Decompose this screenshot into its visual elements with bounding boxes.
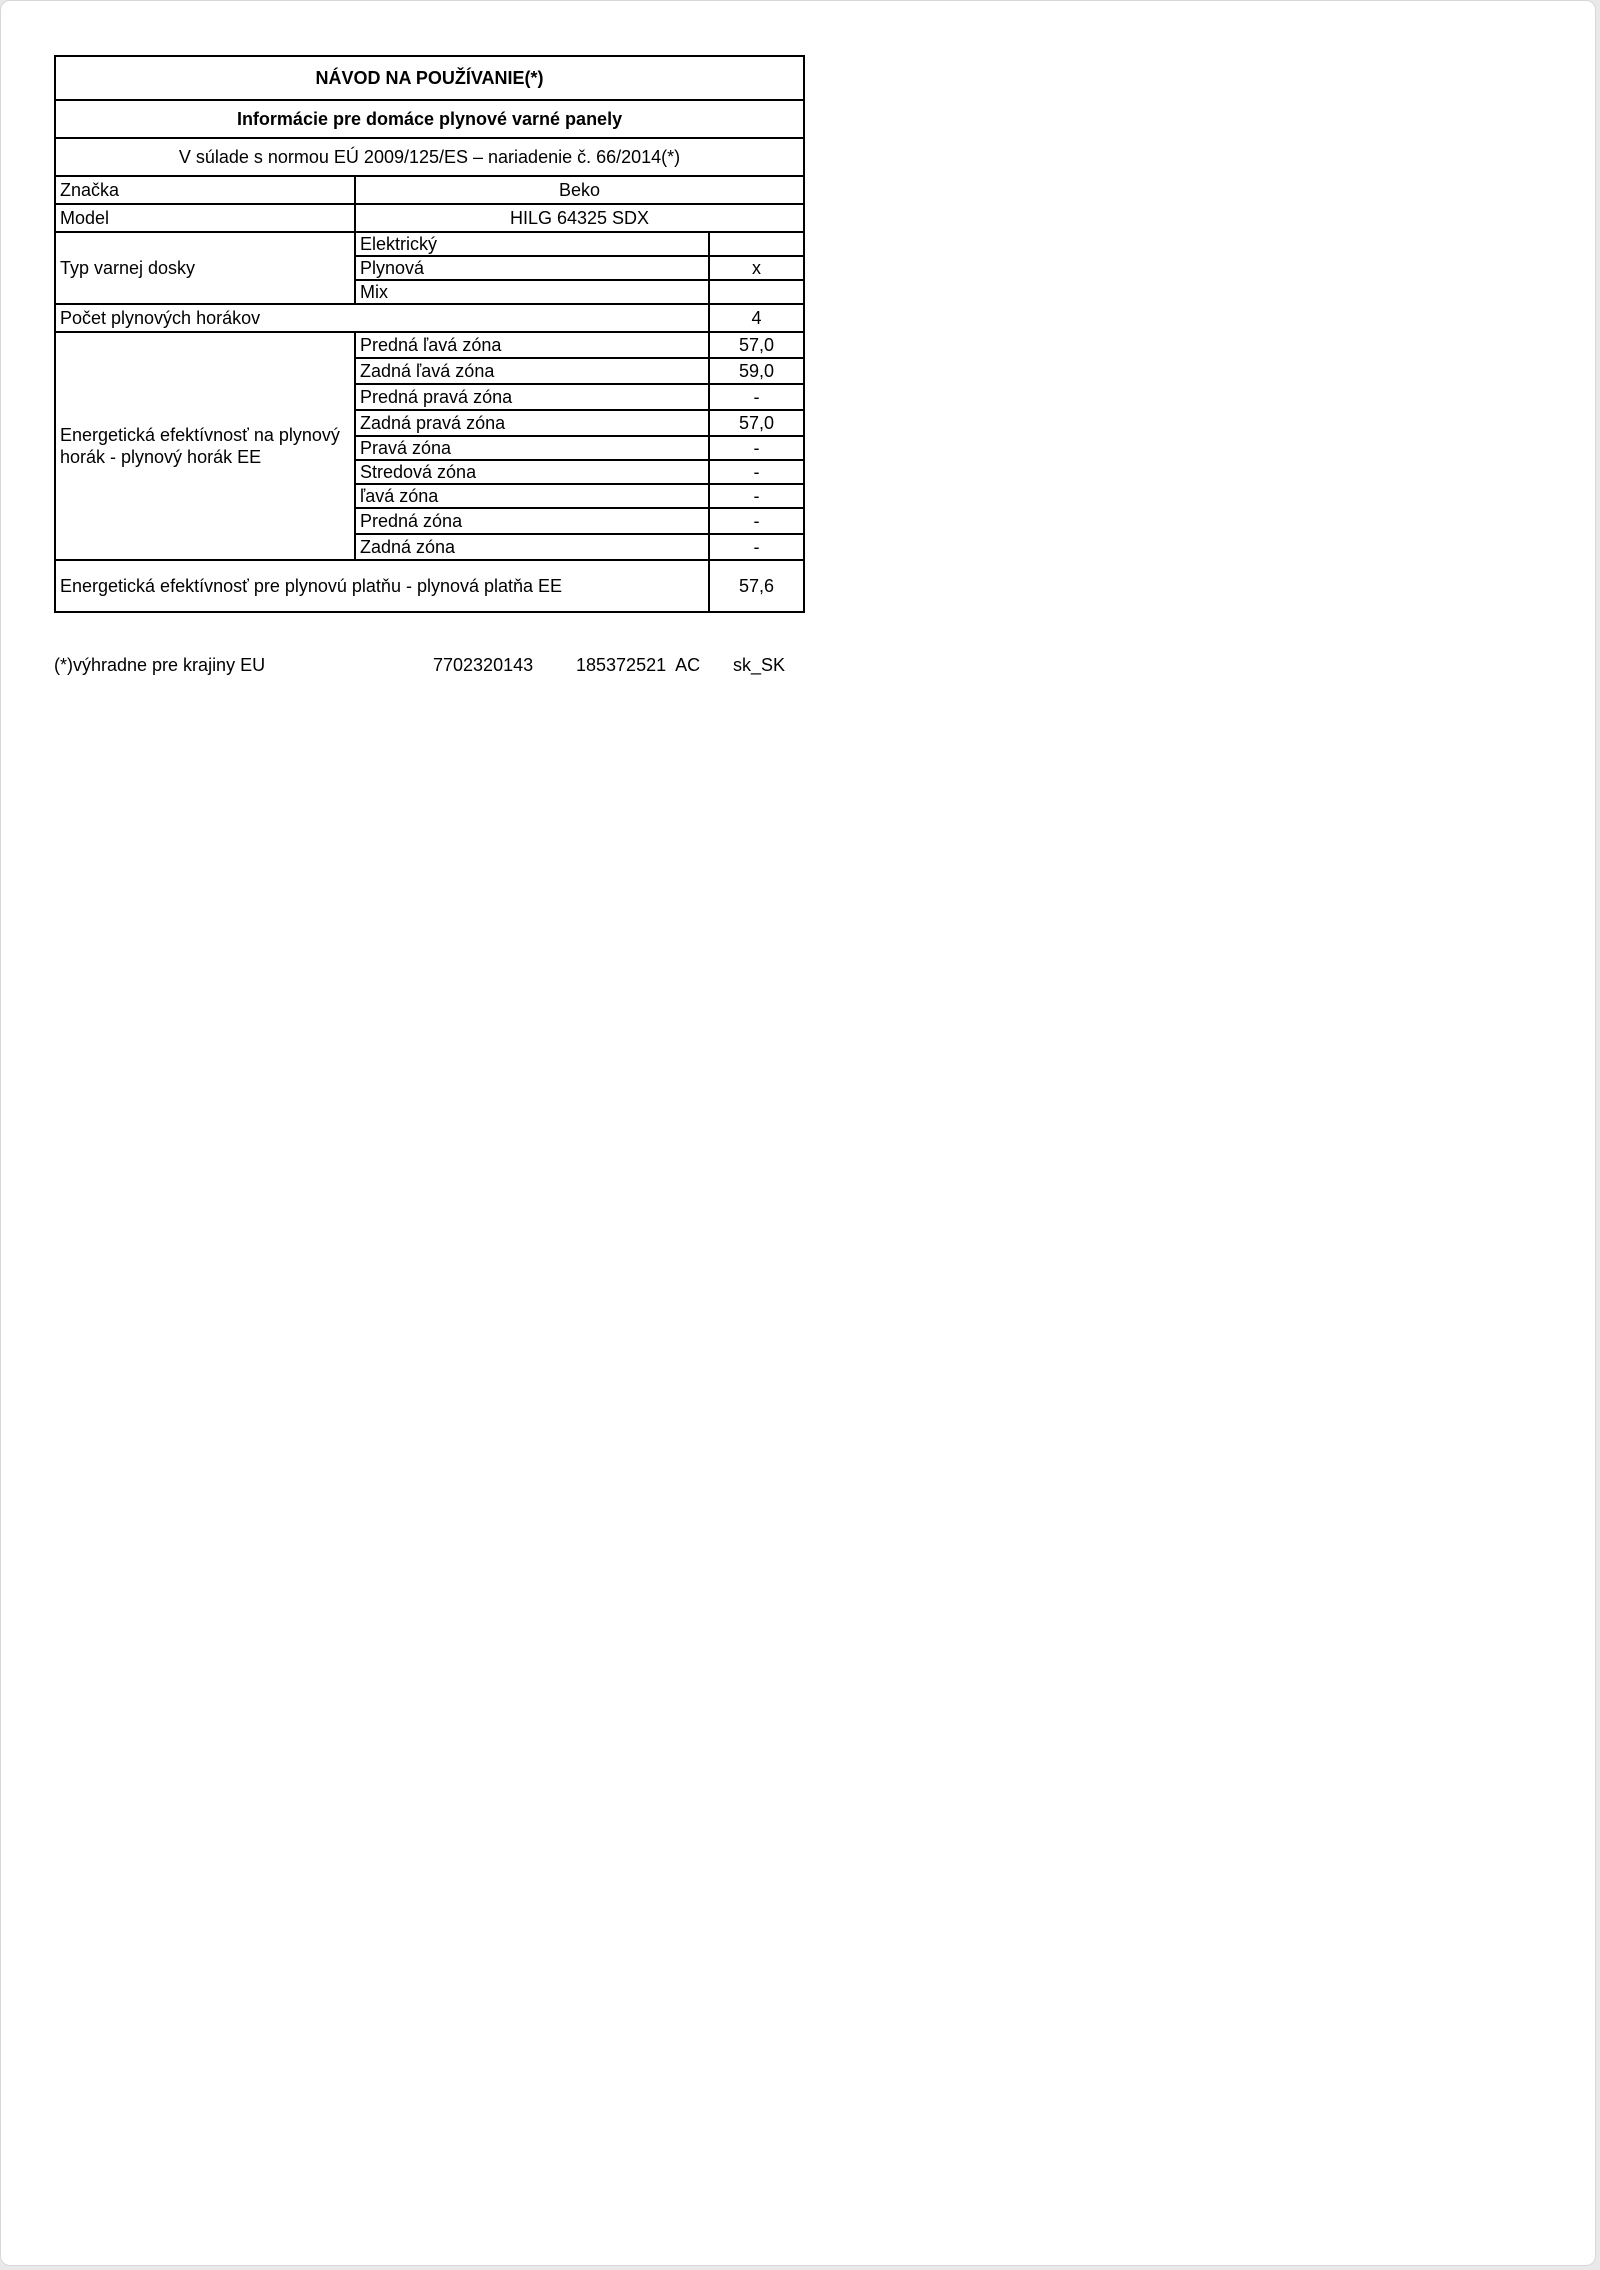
brand-value: Beko xyxy=(355,176,804,204)
zone-value: - xyxy=(709,460,804,484)
document-subtitle: Informácie pre domáce plynové varné panely xyxy=(55,100,804,138)
footnote: (*)výhradne pre krajiny EU xyxy=(54,655,266,675)
model-value: HILG 64325 SDX xyxy=(355,204,804,232)
product-info-table xyxy=(54,55,805,613)
zone-label: Predná ľavá zóna xyxy=(355,332,709,358)
zone-label: Zadná zóna xyxy=(355,534,709,560)
zone-value: - xyxy=(709,508,804,534)
zone-label: Zadná pravá zóna xyxy=(355,410,709,436)
zone-value: 57,0 xyxy=(709,332,804,358)
zone-label: Predná zóna xyxy=(355,508,709,534)
hob-efficiency-value: 57,6 xyxy=(709,560,804,612)
locale-code: sk_SK xyxy=(733,655,786,675)
zone-value: - xyxy=(709,534,804,560)
burners-value: 4 xyxy=(709,304,804,332)
hob-type-option-value xyxy=(709,280,804,304)
zone-label: Stredová zóna xyxy=(355,460,709,484)
hob-type-option-value xyxy=(709,232,804,256)
zone-efficiency-label: Energetická efektívnosť na plynový horák - plynový horák EE xyxy=(55,332,355,560)
zone-value: - xyxy=(709,484,804,508)
revision-code: 185372521 AC xyxy=(576,655,701,675)
burners-label: Počet plynových horákov xyxy=(55,304,709,332)
zone-value: - xyxy=(709,436,804,460)
model-label: Model xyxy=(55,204,355,232)
zone-value: 59,0 xyxy=(709,358,804,384)
brand-label: Značka xyxy=(55,176,355,204)
zone-label: Zadná ľavá zóna xyxy=(355,358,709,384)
document-footer xyxy=(54,655,814,679)
zone-label: Pravá zóna xyxy=(355,436,709,460)
hob-type-option-label: Elektrický xyxy=(355,232,709,256)
document-code: 7702320143 xyxy=(433,655,534,675)
zone-value: 57,0 xyxy=(709,410,804,436)
zone-value: - xyxy=(709,384,804,410)
hob-efficiency-label: Energetická efektívnosť pre plynovú platňu - plynová platňa EE xyxy=(55,560,709,612)
hob-type-option-value: x xyxy=(709,256,804,280)
zone-label: ľavá zóna xyxy=(355,484,709,508)
hob-type-label: Typ varnej dosky xyxy=(55,232,355,304)
document-title: NÁVOD NA POUŽÍVANIE(*) xyxy=(55,56,804,100)
hob-type-option-label: Plynová xyxy=(355,256,709,280)
zone-label: Predná pravá zóna xyxy=(355,384,709,410)
regulation-note: V súlade s normou EÚ 2009/125/ES – nariadenie č. 66/2014(*) xyxy=(55,138,804,176)
hob-type-option-label: Mix xyxy=(355,280,709,304)
